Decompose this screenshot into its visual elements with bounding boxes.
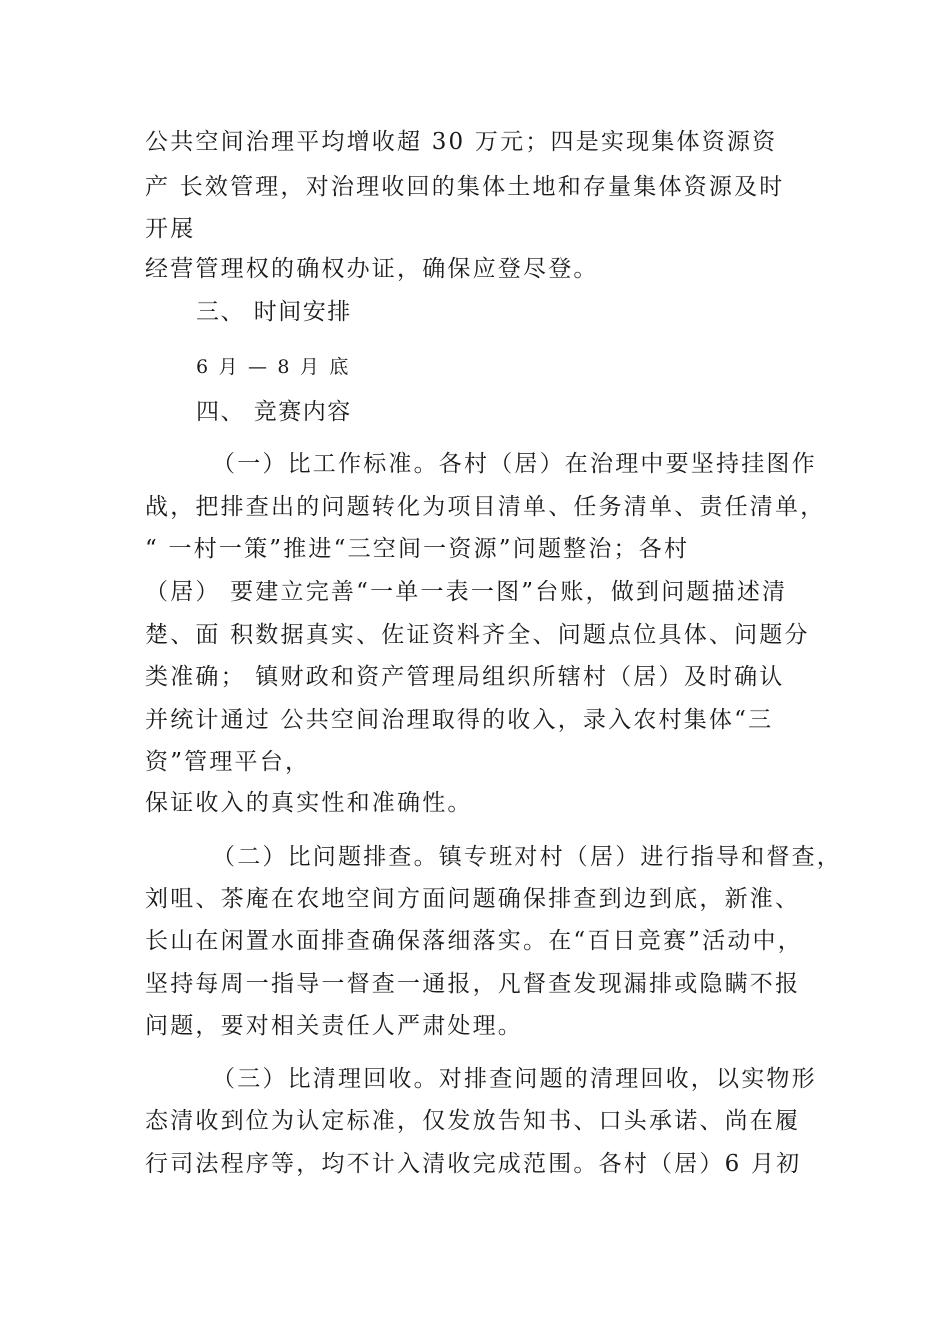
paragraph-line: 问题，要对相关责任人严肃处理。 <box>145 1013 523 1039</box>
section-heading-time: 三、 时间安排 <box>196 299 352 325</box>
text-line: 产 长效管理，对治理收回的集体土地和存量集体资源及时 <box>145 174 785 200</box>
paragraph-line: （二）比问题排查。镇专班对村（居）进行指导和督查， <box>212 844 842 870</box>
section-heading-content: 四、 竞赛内容 <box>196 399 352 425</box>
text-line: 开展 <box>145 216 196 242</box>
text-line: 公共空间治理平均增收超 30 万元；四是实现集体资源资 <box>145 129 778 155</box>
paragraph-line: 类准确； 镇财政和资产管理局组织所辖村（居）及时确认 <box>145 664 785 690</box>
text-line: 经营管理权的确权办证，确保应登尽登。 <box>145 256 599 282</box>
paragraph-line: （居） 要建立完善“一单一表一图”台账，做到问题描述清 <box>145 579 788 605</box>
paragraph-line: 并统计通过 公共空间治理取得的收入，录入农村集体“三 <box>145 707 774 733</box>
time-range: 6 月 — 8 月 底 <box>196 356 351 378</box>
paragraph-line: 刘咀、茶庵在农地空间方面问题确保排查到边到底，新淮、 <box>145 886 801 912</box>
paragraph-line: “ 一村一策”推进“三空间一资源”问题整治；各村 <box>145 536 690 562</box>
paragraph-line: 战，把排查出的问题转化为项目清单、任务清单、责任清单， <box>145 494 826 520</box>
paragraph-line: 行司法程序等，均不计入清收完成范围。各村（居）6 月初 <box>145 1151 802 1177</box>
paragraph-line: 楚、面 积数据真实、佐证资料齐全、问题点位具体、问题分 <box>145 622 810 648</box>
paragraph-line: 资”管理平台， <box>145 749 311 775</box>
paragraph-line: 坚持每周一指导一督查一通报，凡督查发现漏排或隐瞒不报 <box>145 971 801 997</box>
paragraph-line: （一）比工作标准。各村（居）在治理中要坚持挂图作 <box>212 451 817 477</box>
paragraph-line: 态清收到位为认定标准，仅发放告知书、口头承诺、尚在履 <box>145 1108 801 1134</box>
paragraph-line: 长山在闲置水面排查确保落细落实。在“百日竞赛”活动中， <box>145 928 803 954</box>
paragraph-line: （三）比清理回收。对排查问题的清理回收，以实物形 <box>212 1066 817 1092</box>
paragraph-line: 保证收入的真实性和准确性。 <box>145 790 473 816</box>
